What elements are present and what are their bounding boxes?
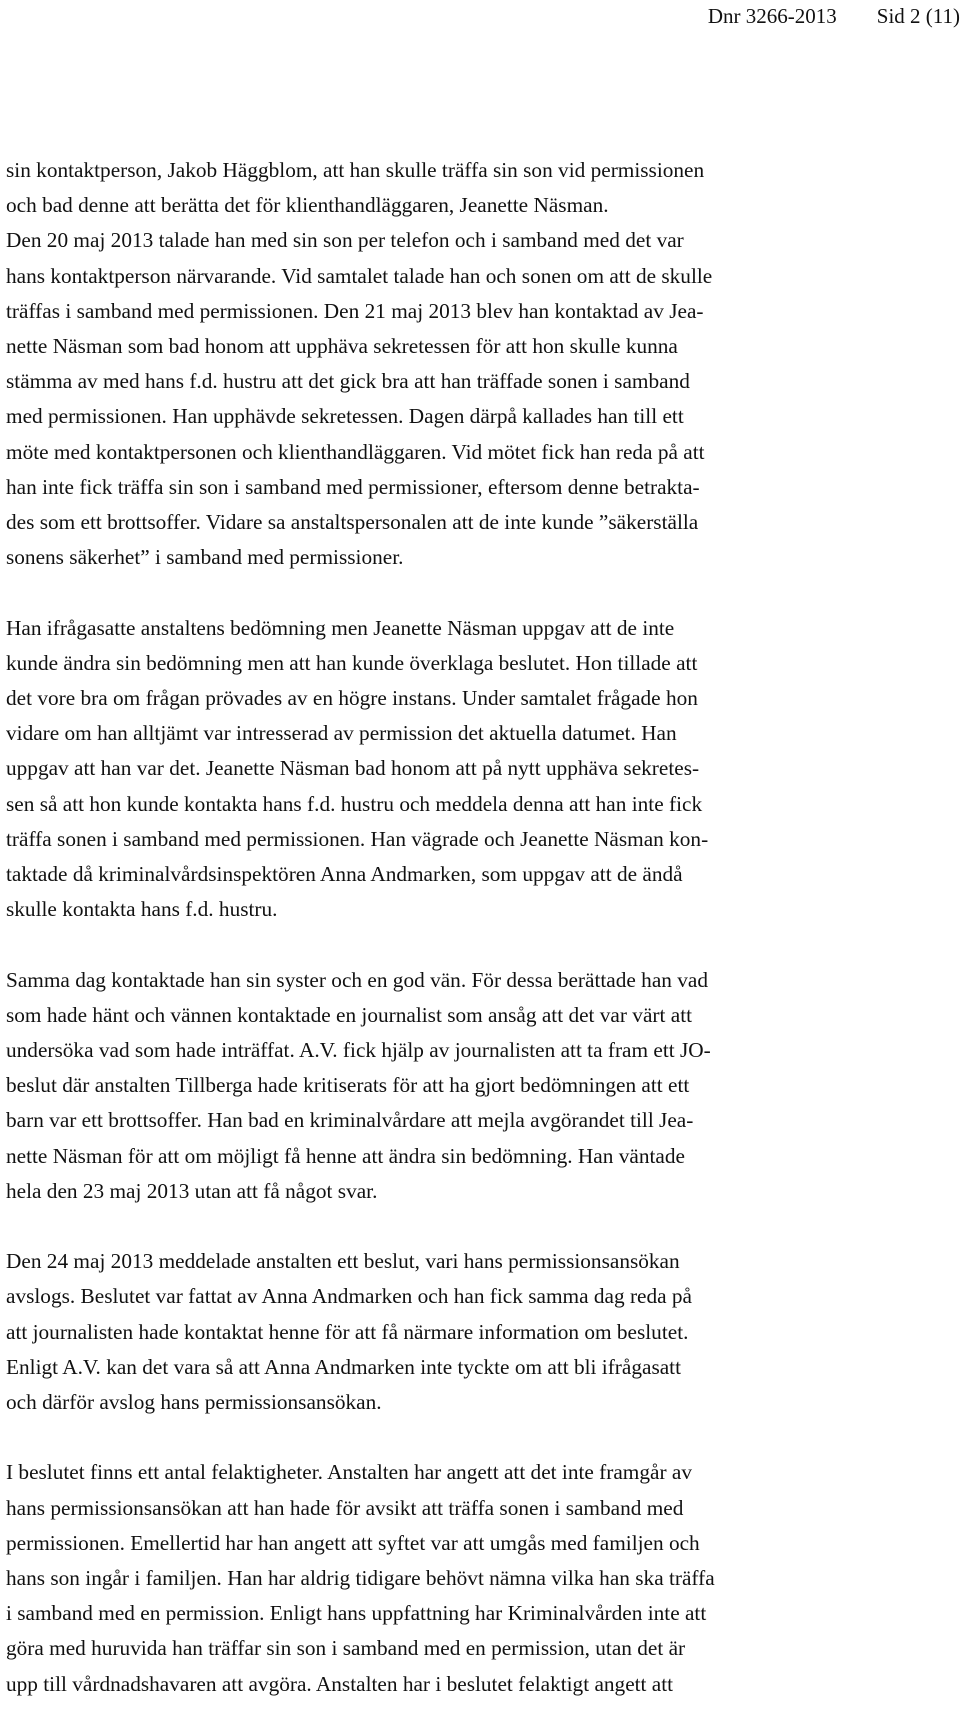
text-line: vidare om han alltjämt var intresserad av permission det aktuella datumet. Han bbox=[6, 721, 677, 746]
text-line: det vore bra om frågan prövades av en högre instans. Under samtalet frågade hon bbox=[6, 686, 698, 711]
text-line: taktade då kriminalvårdsinspektören Anna Andmarken, som uppgav att de ändå bbox=[6, 862, 683, 887]
text-line: göra med huruvida han träffar sin son i samband med en permission, utan det är bbox=[6, 1636, 686, 1661]
text-line: och bad denne att berätta det för klienthandläggaren, Jeanette Näsman. bbox=[6, 193, 609, 218]
text-line: stämma av med hans f.d. hustru att det gick bra att han träffade sonen i samband bbox=[6, 369, 690, 394]
text-line: permissionen. Emellertid har han angett att syftet var att umgås med familjen och bbox=[6, 1530, 700, 1555]
text-line: Han ifrågasatte anstaltens bedömning men Jeanette Näsman uppgav att de inte bbox=[6, 615, 675, 640]
paragraph bbox=[6, 223, 958, 575]
text-line: Enligt A.V. kan det vara så att Anna Andmarken inte tyckte om att bli ifrågasatt bbox=[6, 1354, 682, 1379]
paragraph-gap bbox=[6, 575, 958, 610]
text-line: avslogs. Beslutet var fattat av Anna Andmarken och han fick samma dag reda på bbox=[6, 1284, 693, 1309]
text-line: han inte fick träffa sin son i samband med permissioner, eftersom denne betrakta- bbox=[6, 474, 700, 499]
text-line: barn var ett brottsoffer. Han bad en kriminalvårdare att mejla avgörandet till Jea- bbox=[6, 1108, 694, 1133]
text-line: att journalisten hade kontaktat henne för att få närmare information om beslutet. bbox=[6, 1319, 689, 1344]
text-line: och därför avslog hans permissionsansökan. bbox=[6, 1390, 382, 1415]
text-line: sin kontaktperson, Jakob Häggblom, att han skulle träffa sin son vid permissionen bbox=[6, 158, 705, 182]
text-line: hans son ingår i familjen. Han har aldrig tidigare behövt nämna vilka han ska träffa bbox=[6, 1566, 715, 1591]
paragraph bbox=[6, 153, 958, 223]
text-line: hela den 23 maj 2013 utan att få något svar. bbox=[6, 1178, 378, 1203]
text-line: undersöka vad som hade inträffat. A.V. fick hjälp av journalisten att ta fram ett JO- bbox=[6, 1038, 711, 1063]
text-line: uppgav att han var det. Jeanette Näsman bad honom att på nytt upphäva sekretes- bbox=[6, 756, 700, 781]
text-line: beslut där anstalten Tillberga hade kritiserats för att ha gjort bedömningen att ett bbox=[6, 1073, 690, 1098]
text-line: kunde ändra sin bedömning men att han kunde överklaga beslutet. Hon tillade att bbox=[6, 650, 698, 675]
text-line: sen så att hon kunde kontakta hans f.d. hustru och meddela denna att han inte fick bbox=[6, 791, 703, 816]
text-line: I beslutet finns ett antal felaktigheter. Anstalten har angett att det inte framgår av bbox=[6, 1460, 692, 1485]
text-line: Samma dag kontaktade han sin syster och en god vän. För dessa berättade han vad bbox=[6, 967, 709, 992]
text-line: med permissionen. Han upphävde sekretessen. Dagen därpå kallades han till ett bbox=[6, 404, 684, 429]
text-line: möte med kontaktpersonen och klienthandläggaren. Vid mötet fick han reda på att bbox=[6, 439, 705, 464]
text-line: som hade hänt och vännen kontaktade en journalist som ansåg att det var värt att bbox=[6, 1002, 693, 1027]
paragraph bbox=[6, 963, 958, 1209]
text-line: nette Näsman för att om möjligt få henne att ändra sin bedömning. Han väntade bbox=[6, 1143, 685, 1168]
text-line: sonens säkerhet” i samband med permissioner. bbox=[6, 545, 404, 570]
paragraph bbox=[6, 611, 958, 928]
paragraph-gap bbox=[6, 1420, 958, 1455]
text-line: hans kontaktperson närvarande. Vid samtalet talade han och sonen om att de skulle bbox=[6, 263, 713, 288]
paragraph-gap bbox=[6, 1209, 958, 1244]
paragraph bbox=[6, 1455, 958, 1701]
text-line: Den 20 maj 2013 talade han med sin son per telefon och i samband med det var bbox=[6, 228, 684, 253]
page-number: Sid 2 (11) bbox=[876, 4, 960, 28]
text-line: träffa sonen i samband med permissionen. Han vägrade och Jeanette Näsman kon- bbox=[6, 826, 709, 851]
text-line: skulle kontakta hans f.d. hustru. bbox=[6, 897, 278, 922]
text-line: des som ett brottsoffer. Vidare sa anstaltspersonalen att de inte kunde ”säkerställa bbox=[6, 510, 699, 535]
text-line: upp till vårdnadshavaren att avgöra. Anstalten har i beslutet felaktigt angett att bbox=[6, 1671, 674, 1696]
page-header bbox=[0, 2, 960, 30]
text-line: hans permissionsansökan att han hade för avsikt att träffa sonen i samband med bbox=[6, 1495, 684, 1520]
text-line: nette Näsman som bad honom att upphäva sekretessen för att hon skulle kunna bbox=[6, 334, 678, 359]
paragraph bbox=[6, 1244, 958, 1420]
document-body bbox=[6, 153, 958, 1702]
paragraph-gap bbox=[6, 927, 958, 962]
text-line: träffas i samband med permissionen. Den 21 maj 2013 blev han kontaktad av Jea- bbox=[6, 298, 704, 323]
text-line: Den 24 maj 2013 meddelade anstalten ett beslut, vari hans permissionsansökan bbox=[6, 1249, 680, 1274]
case-number: Dnr 3266-2013 bbox=[707, 4, 837, 28]
text-line: i samband med en permission. Enligt hans uppfattning har Kriminalvården inte att bbox=[6, 1601, 707, 1626]
